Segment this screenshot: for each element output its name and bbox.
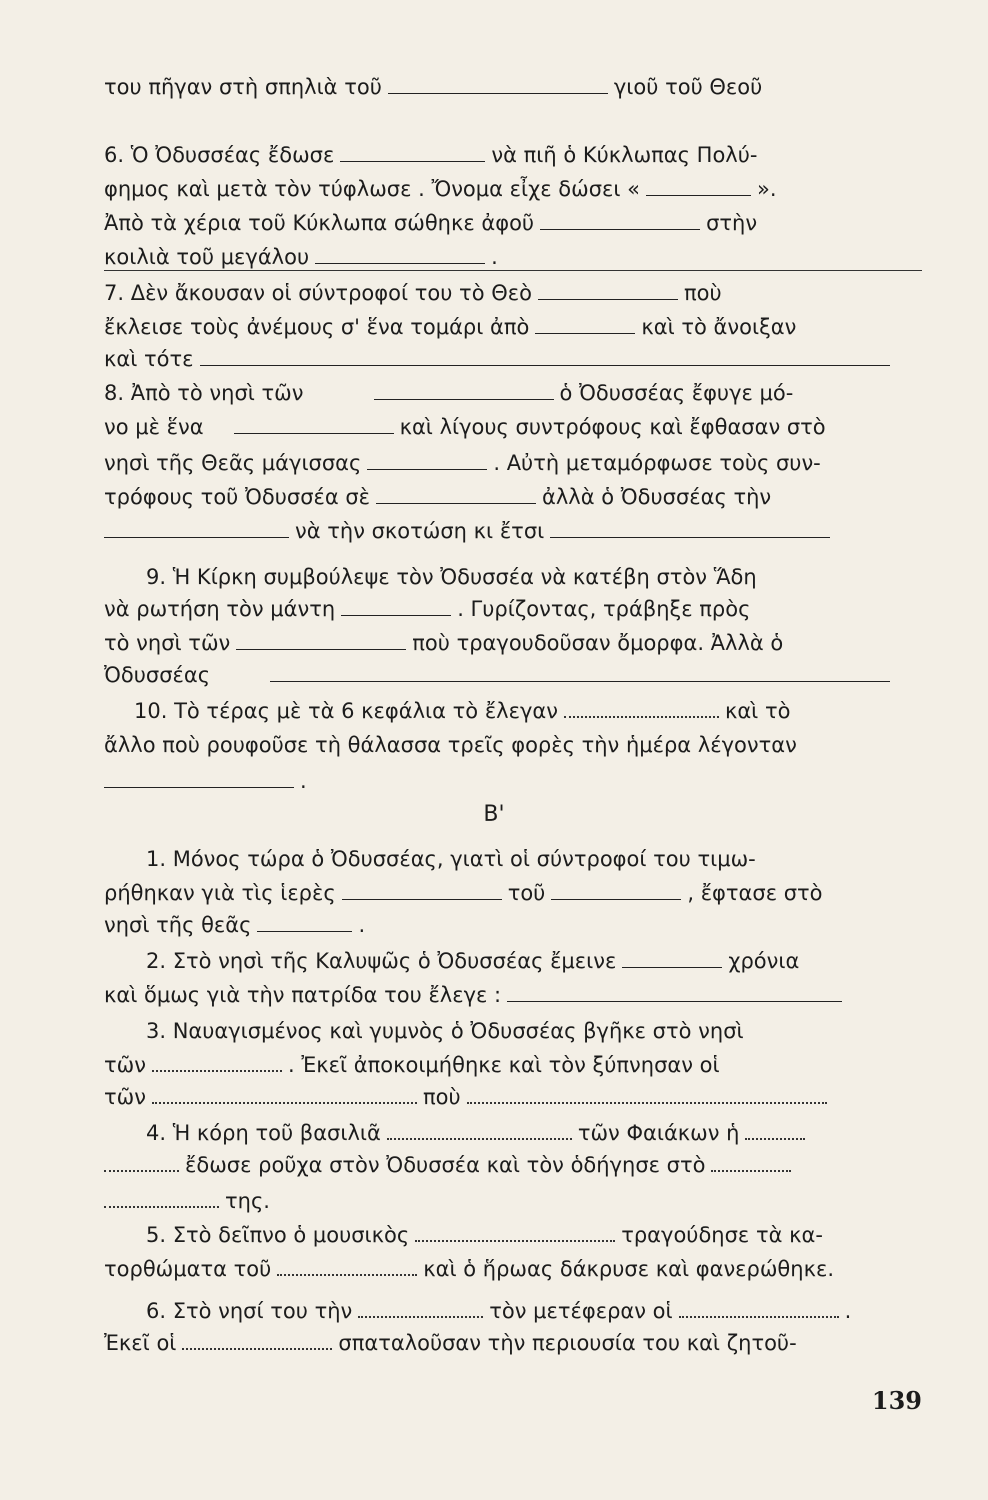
blank[interactable]: [535, 315, 635, 334]
b6-line-2: Ἐκεῖ οἱ σπαταλοῦσαν τὴν περιουσία του καὶ ζητοῦ-: [104, 1331, 797, 1355]
q6-line-2: φημος καὶ μετὰ τὸν τύφλωσε . Ὄνομα εἶχε δώσει « ».: [104, 177, 777, 201]
b2-line-1: 2. Στὸ νησὶ τῆς Καλυψῶς ὁ Ὀδυσσέας ἔμεινε χρόνια: [146, 949, 800, 973]
q9-line-3: τὸ νησὶ τῶν ποὺ τραγουδοῦσαν ὄμορφα. Ἀλλὰ ὁ: [104, 631, 784, 655]
blank[interactable]: [104, 519, 289, 538]
q5-line: του πῆγαν στὴ σπηλιὰ τοῦ γιοῦ τοῦ Θεοῦ: [104, 75, 763, 99]
b3-line-2: τῶν . Ἐκεῖ ἀποκοιμήθηκε καὶ τὸν ξύπνησαν οἱ: [104, 1053, 720, 1077]
q9-line-2: νὰ ρωτήση τὸν μάντη . Γυρίζοντας, τράβηξε πρὸς: [104, 597, 751, 621]
blank[interactable]: [550, 519, 830, 538]
q10-line-1: 10. Τὸ τέρας μὲ τὰ 6 κεφάλια τὸ ἔλεγαν καὶ τὸ: [134, 699, 791, 723]
blank[interactable]: [538, 281, 678, 300]
blank[interactable]: [104, 1188, 219, 1208]
blank[interactable]: [270, 663, 890, 682]
blank[interactable]: [507, 983, 842, 1002]
b5-line-2: τορθώματα τοῦ καὶ ὁ ἥρωας δάκρυσε καὶ φανερώθηκε.: [104, 1257, 834, 1281]
q6-line-3: Ἀπὸ τὰ χέρια τοῦ Κύκλωπα σώθηκε ἀφοῦ στὴν: [104, 211, 758, 235]
section-heading: Β': [483, 802, 505, 827]
blank[interactable]: [540, 211, 700, 230]
q8-line-2: νο μὲ ἕνα καὶ λίγους συντρόφους καὶ ἔφθασαν στὸ: [104, 415, 826, 439]
q9-line-1: 9. Ἡ Κίρκη συμβούλεψε τὸν Ὀδυσσέα νὰ κατέβη στὸν Ἅδη: [146, 565, 757, 589]
b2-line-2: καὶ ὅμως γιὰ τὴν πατρίδα του ἔλεγε :: [104, 980, 922, 1010]
q9-line-4: Ὀδυσσέας: [104, 660, 922, 690]
b3-line-1: 3. Ναυαγισμένος καὶ γυμνὸς ὁ Ὀδυσσέας βγῆκε στὸ νησὶ: [146, 1019, 744, 1043]
blank[interactable]: [376, 485, 536, 504]
b1-line-3: νησὶ τῆς θεᾶς .: [104, 913, 366, 937]
q6-line-1: 6. Ὁ Ὀδυσσέας ἔδωσε νὰ πιῆ ὁ Κύκλωπας Πολύ-: [104, 143, 758, 167]
blank[interactable]: [358, 1298, 483, 1318]
blank[interactable]: [234, 415, 394, 434]
blank[interactable]: [342, 881, 502, 900]
blank[interactable]: [745, 1120, 805, 1140]
b5-line-1: 5. Στὸ δεῖπνο ὁ μουσικὸς τραγούδησε τὰ κα-: [146, 1223, 823, 1247]
b1-line-1: 1. Μόνος τώρα ὁ Ὀδυσσέας, γιατὶ οἱ σύντροφοί του τιμω-: [146, 847, 756, 871]
q7-line-2: ἔκλεισε τοὺς ἀνέμους σ' ἕνα τομάρι ἀπὸ καὶ τὸ ἄνοιξαν: [104, 315, 797, 339]
divider-line: [104, 270, 922, 271]
b3-line-3: τῶν ποὺ: [104, 1082, 922, 1112]
blank[interactable]: [341, 597, 451, 616]
blank[interactable]: [104, 1152, 179, 1172]
blank[interactable]: [315, 245, 485, 264]
blank[interactable]: [711, 1152, 791, 1172]
q10-line-2: ἄλλο ποὺ ρουφοῦσε τὴ θάλασσα τρεῖς φορὲς τὴν ἡμέρα λέγονταν: [104, 733, 797, 757]
blank[interactable]: [152, 1084, 417, 1104]
blank[interactable]: [374, 381, 554, 400]
q8-line-4: τρόφους τοῦ Ὀδυσσέα σὲ ἀλλὰ ὁ Ὀδυσσέας τὴν: [104, 485, 772, 509]
blank[interactable]: [104, 769, 294, 788]
page-number: 139: [871, 1386, 922, 1415]
blank[interactable]: [367, 451, 487, 470]
blank[interactable]: [646, 177, 751, 196]
q6-line-4: κοιλιὰ τοῦ μεγάλου .: [104, 245, 498, 269]
blank[interactable]: [387, 1120, 572, 1140]
blank[interactable]: [622, 949, 722, 968]
blank[interactable]: [467, 1084, 827, 1104]
blank[interactable]: [388, 75, 608, 94]
blank[interactable]: [679, 1298, 839, 1318]
blank[interactable]: [415, 1222, 615, 1242]
q8-line-1: 8. Ἀπὸ τὸ νησὶ τῶν ὁ Ὀδυσσέας ἔφυγε μό-: [104, 381, 794, 405]
b4-line-1: 4. Ἡ κόρη τοῦ βασιλιᾶ τῶν Φαιάκων ἡ: [104, 1118, 922, 1148]
q10-line-3: .: [104, 766, 922, 796]
b4-line-2: ἔδωσε ροῦχα στὸν Ὀδυσσέα καὶ τὸν ὁδήγησε στὸ: [104, 1150, 922, 1180]
blank[interactable]: [551, 881, 681, 900]
blank[interactable]: [564, 698, 719, 718]
blank[interactable]: [182, 1330, 332, 1350]
blank[interactable]: [277, 1256, 417, 1276]
blank[interactable]: [236, 631, 406, 650]
q7-line-3: καὶ τότε: [104, 344, 922, 374]
b4-line-3: της.: [104, 1186, 922, 1216]
b1-line-2: ρήθηκαν γιὰ τὶς ἱερὲς τοῦ , ἔφτασε στὸ: [104, 881, 823, 905]
q8-line-3: νησὶ τῆς Θεᾶς μάγισσας . Αὐτὴ μεταμόρφωσε τοὺς συν-: [104, 451, 821, 475]
blank[interactable]: [152, 1052, 282, 1072]
q8-line-5: νὰ τὴν σκοτώση κι ἔτσι: [104, 516, 922, 546]
q7-line-1: 7. Δὲν ἄκουσαν οἱ σύντροφοί του τὸ Θεὸ ποὺ: [104, 281, 722, 305]
blank[interactable]: [257, 913, 352, 932]
b6-line-1: 6. Στὸ νησί του τὴν τὸν μετέφεραν οἱ .: [146, 1299, 852, 1323]
blank[interactable]: [340, 143, 485, 162]
blank[interactable]: [200, 347, 890, 366]
